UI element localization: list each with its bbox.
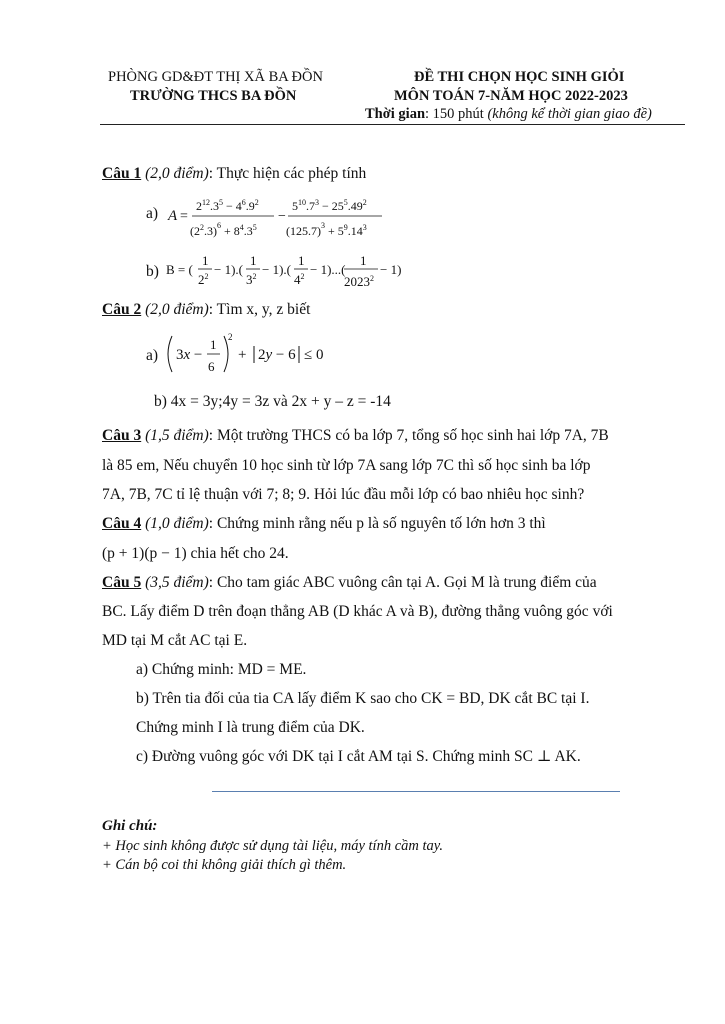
- svg-text:(22.3)6 + 84.35: $(2^2.3)^6 + 8^4.3^5$: [190, 221, 257, 238]
- header-divider: [100, 124, 685, 125]
- q3-label: Câu 3: [102, 427, 142, 444]
- q1-label: Câu 1: [102, 165, 142, 182]
- note-title: Ghi chú:: [102, 818, 158, 834]
- note-line-2: + Cán bộ coi thi không giải thích gì thêm.: [102, 857, 347, 873]
- svg-text:6: 6: [208, 359, 215, 374]
- question-5b-line-1: b) Trên tia đối của tia CA lấy điểm K sao cho CK = BD, DK cắt BC tại I.: [136, 690, 590, 707]
- q3-text-1: : Một trường THCS có ba lớp 7, tổng số học sinh hai lớp 7A, 7B: [208, 427, 609, 444]
- question-5-line-1: [102, 573, 597, 593]
- question-5c: c) Đường vuông góc với DK tại I cắt AM tại S. Chứng minh SC ⊥ AK.: [136, 748, 581, 765]
- q2-points: (2,0 điểm): [141, 301, 209, 318]
- school-name: TRƯỜNG THCS BA ĐỒN: [130, 88, 297, 104]
- svg-text:(125.7)3 + 59.143: $(125.7)^3 + 5^9.14^3$: [286, 221, 367, 238]
- svg-text:− 1)...(: − 1)...(: [310, 262, 346, 277]
- question-1-heading: [102, 164, 366, 184]
- svg-text:1: 1: [210, 337, 217, 352]
- q2-label: Câu 2: [102, 301, 142, 318]
- q2a-expression: [162, 328, 342, 380]
- svg-text:≤ 0: ≤ 0: [304, 347, 324, 363]
- svg-text:− 1).(: − 1).(: [262, 262, 291, 277]
- question-2-heading: [102, 300, 310, 320]
- svg-text:3x −: 3x −: [176, 347, 203, 363]
- svg-text:− 1).(: − 1).(: [214, 262, 243, 277]
- exam-subject-year: MÔN TOÁN 7-NĂM HỌC 2022-2023: [394, 88, 628, 104]
- end-divider: [212, 791, 620, 792]
- svg-text:A: A: [168, 208, 178, 224]
- svg-text:212.35 − 46.92: $2^{12}.3^5 - 4^6.9^2$: [196, 198, 259, 213]
- question-5-line-3: MD tại M cắt AC tại E.: [102, 632, 248, 649]
- q5-label: Câu 5: [102, 574, 142, 591]
- time-value: : 150 phút: [425, 106, 488, 122]
- question-5a: a) Chứng minh: MD = ME.: [136, 661, 307, 678]
- question-4-line-2: (p + 1)(p − 1) chia hết cho 24.: [102, 545, 289, 562]
- question-3-line-3: 7A, 7B, 7C tỉ lệ thuận với 7; 8; 9. Hỏi lúc đầu mỗi lớp có bao nhiêu học sinh?: [102, 486, 585, 503]
- svg-text:+: +: [238, 347, 247, 363]
- time-label: Thời gian: [365, 106, 426, 122]
- q2-text: : Tìm x, y, z biết: [208, 301, 311, 318]
- question-3-line-1: [102, 426, 609, 446]
- q4-text-1: : Chứng minh rằng nếu p là số nguyên tố lớn hơn 3 thì: [208, 515, 546, 532]
- q1a-expression: [164, 192, 394, 240]
- q1b-expression: [164, 246, 414, 292]
- svg-text:1: 1: [298, 253, 305, 268]
- note-line-1: + Học sinh không được sử dụng tài liệu, máy tính cầm tay.: [102, 838, 444, 854]
- svg-text:−: −: [278, 209, 286, 224]
- q2a-label: a): [146, 347, 159, 364]
- svg-text:=: =: [180, 209, 188, 224]
- question-3-line-2: là 85 em, Nếu chuyển 10 học sinh từ lớp 7A sang lớp 7C thì số học sinh ba lớp: [102, 457, 591, 474]
- q1-text: : Thực hiện các phép tính: [208, 165, 367, 182]
- svg-text:1: 1: [202, 253, 209, 268]
- q5-points: (3,5 điểm): [141, 574, 209, 591]
- q1b-label: b): [146, 263, 159, 280]
- svg-text:20232: 2023$^2$: [344, 274, 374, 289]
- q1-points: (2,0 điểm): [141, 165, 209, 182]
- question-4-line-1: [102, 514, 546, 534]
- svg-text:− 1): − 1): [380, 262, 402, 277]
- svg-text:32: $3^2$: [246, 272, 257, 287]
- svg-text:22: $2^2$: [198, 272, 209, 287]
- question-5-line-2: BC. Lấy điểm D trên đoạn thẳng AB (D khác A và B), đường thẳng vuông góc với: [102, 603, 613, 620]
- svg-text:1: 1: [360, 253, 367, 268]
- svg-text:42: $4^2$: [294, 272, 305, 287]
- time-note: (không kể thời gian giao đề): [487, 106, 652, 122]
- q2b-text: b) 4x = 3y;4y = 3z và 2x + y – z = -14: [154, 393, 391, 410]
- q3-points: (1,5 điểm): [141, 427, 209, 444]
- q4-label: Câu 4: [102, 515, 142, 532]
- exam-time: [365, 106, 652, 123]
- question-5b-line-2: Chứng minh I là trung điểm của DK.: [136, 719, 365, 736]
- exam-title: ĐỀ THI CHỌN HỌC SINH GIỎI: [414, 69, 625, 85]
- svg-text:2: 2: [228, 332, 233, 342]
- svg-text:2y − 6: 2y − 6: [258, 347, 296, 363]
- svg-text:510.73 − 255.492: $5^{10}.7^3 - 25^5.49^2$: [292, 198, 367, 213]
- school-department: PHÒNG GD&ĐT THỊ XÃ BA ĐỒN: [108, 69, 323, 85]
- svg-text:1: 1: [250, 253, 257, 268]
- q1a-label: a): [146, 205, 159, 222]
- q5-text-1: : Cho tam giác ABC vuông cân tại A. Gọi M là trung điểm của: [208, 574, 597, 591]
- q4-points: (1,0 điểm): [141, 515, 209, 532]
- svg-text:B = (: B = (: [166, 262, 193, 277]
